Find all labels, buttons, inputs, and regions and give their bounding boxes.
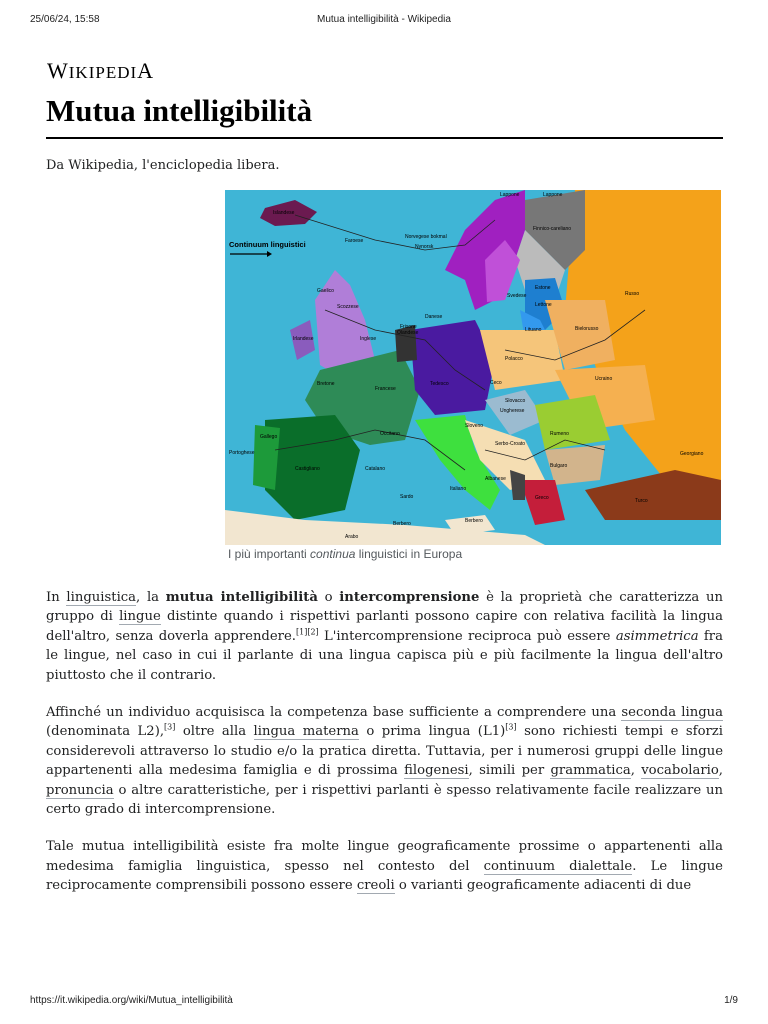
map-label: Francese <box>375 386 396 392</box>
map-legend: Continuum linguistici <box>229 240 306 249</box>
print-datetime: 25/06/24, 15:58 <box>30 14 100 25</box>
paragraph-2: Affinché un individuo acquisisca la competenza base sufficiente a comprendere una seconda lingua (denominata L2),[3] oltre alla lingua materna o prima lingua (L1)[3] sono richiesti tempi e sforzi considerevoli attraverso lo studio e/o la pratica diretta. Tuttavia, per i numerosi gruppi delle lingue appartenenti alla medesima famiglia e di prossima filogenesi, simili per grammatica, vocabolario, pronuncia o altre caratteristiche, per i rispettivi parlanti è spesso relativamente facile realizzare un certo grado di intercomprensione. <box>46 705 723 818</box>
map-label: Nynorsk <box>415 244 434 250</box>
link-creoli[interactable]: creoli <box>356 878 395 894</box>
map-label: Sloveno <box>465 423 484 429</box>
map-label: Lettone <box>535 302 552 308</box>
map-label: Rumeno <box>550 431 569 437</box>
map-label: Olandese <box>397 330 419 336</box>
logo-mid: IKIPEDI <box>68 63 138 82</box>
page-title: Mutua intelligibilità <box>46 93 313 128</box>
map-label: Occitano <box>380 431 400 437</box>
map-label: Inglese <box>360 336 377 342</box>
map-label: Faroese <box>345 238 364 244</box>
link-seconda-lingua[interactable]: seconda lingua <box>621 705 723 721</box>
map-label: Svedese <box>507 293 527 299</box>
map-label: Polacco <box>505 356 523 362</box>
map-label: Berbero <box>465 518 483 524</box>
map-label: Berbero <box>393 521 411 527</box>
citation-1[interactable]: [1] <box>295 627 308 637</box>
map-label: Bielorusso <box>575 326 599 332</box>
citation-3b[interactable]: [3] <box>505 723 517 733</box>
map-label: Frisone <box>400 324 417 330</box>
logo-w: W <box>47 58 69 83</box>
map-svg <box>225 190 721 545</box>
map-label: Islandese <box>273 210 295 216</box>
map-label: Catalano <box>365 466 386 472</box>
map-label: Serbo-Croato <box>495 441 526 447</box>
map-label: Slovacco <box>505 398 526 404</box>
link-linguistica[interactable]: linguistica <box>66 590 137 605</box>
link-pronuncia[interactable]: pronuncia <box>46 782 114 798</box>
map-label: Italiano <box>450 486 467 492</box>
map-label: Estone <box>535 285 551 291</box>
map-label: Ceco <box>490 380 502 386</box>
citation-2[interactable]: [2] <box>307 627 319 637</box>
map-label: Bretone <box>317 381 335 387</box>
print-url: https://it.wikipedia.org/wiki/Mutua_intelligibilità <box>30 995 233 1006</box>
map-label: Gaelico <box>317 288 334 294</box>
print-page-title: Mutua intelligibilità - Wikipedia <box>317 14 451 25</box>
map-label: Greco <box>535 495 549 501</box>
title-divider <box>46 137 723 139</box>
map-label: Gallego <box>260 434 278 440</box>
map-label: Arabo <box>345 534 359 540</box>
map-label: Norvegese bokmal <box>405 234 447 240</box>
map-label: Albanese <box>485 476 506 482</box>
link-lingue[interactable]: lingue <box>119 609 161 625</box>
link-continuum-dialettale[interactable]: continuum dialettale <box>483 858 633 874</box>
paragraph-3: Tale mutua intelligibilità esiste fra molte lingue geograficamente prossime o appartenenti alla medesima famiglia linguistica, spesso nel contesto del continuum dialettale. Le lingue reciprocamente comprensibili possono essere creoli o varianti geograficamente adiacenti di due <box>46 839 723 894</box>
map-label: Bulgaro <box>550 463 568 469</box>
map-label: Turco <box>635 498 648 504</box>
map-label: Finnico-careliano <box>533 226 572 232</box>
print-page-number: 1/9 <box>724 995 738 1006</box>
map-label: Scozzese <box>337 304 359 310</box>
map-label: Georgiano <box>680 451 704 457</box>
link-filogenesi[interactable]: filogenesi <box>404 763 469 779</box>
citation-3a[interactable]: [3] <box>164 723 176 733</box>
tagline: Da Wikipedia, l'enciclopedia libera. <box>46 158 280 173</box>
map-label: Tedesco <box>430 381 449 387</box>
europe-continua-map[interactable] <box>225 190 721 545</box>
link-grammatica[interactable]: grammatica <box>550 763 631 779</box>
logo-a: A <box>137 58 155 83</box>
map-label: Portoghese <box>229 450 255 456</box>
map-label: Sardo <box>400 494 414 500</box>
map-label: Lituano <box>525 327 542 333</box>
article-body <box>46 588 723 914</box>
map-label: Castigliano <box>295 466 320 472</box>
paragraph-1: In linguistica, la mutua intelligibilità o intercomprensione è la proprietà che caratterizza un gruppo di lingue distinte quando i rispettivi parlanti possono capire con relativa facilità la lingua dell'altro, senza doverla apprendere.[1][2] L'intercomprensione reciproca può essere asimmetrica fra le lingue, nel caso in cui il parlante di una lingua capisca più e più facilmente la lingua dell'altro piuttosto che il contrario. <box>46 590 724 683</box>
map-label: Ucraino <box>595 376 613 382</box>
map-caption: I più importanti continua linguistici in Europa <box>228 547 463 561</box>
map-label: Lappone <box>543 192 563 198</box>
map-label: Ungherese <box>500 408 525 414</box>
link-lingua-materna[interactable]: lingua materna <box>253 724 359 740</box>
wikipedia-logo[interactable] <box>47 58 154 84</box>
map-label: Danese <box>425 314 443 320</box>
map-label: Irlandese <box>293 336 314 342</box>
map-label: Russo <box>625 291 640 297</box>
map-label: Lappone <box>500 192 520 198</box>
link-vocabolario[interactable]: vocabolario <box>641 763 719 779</box>
